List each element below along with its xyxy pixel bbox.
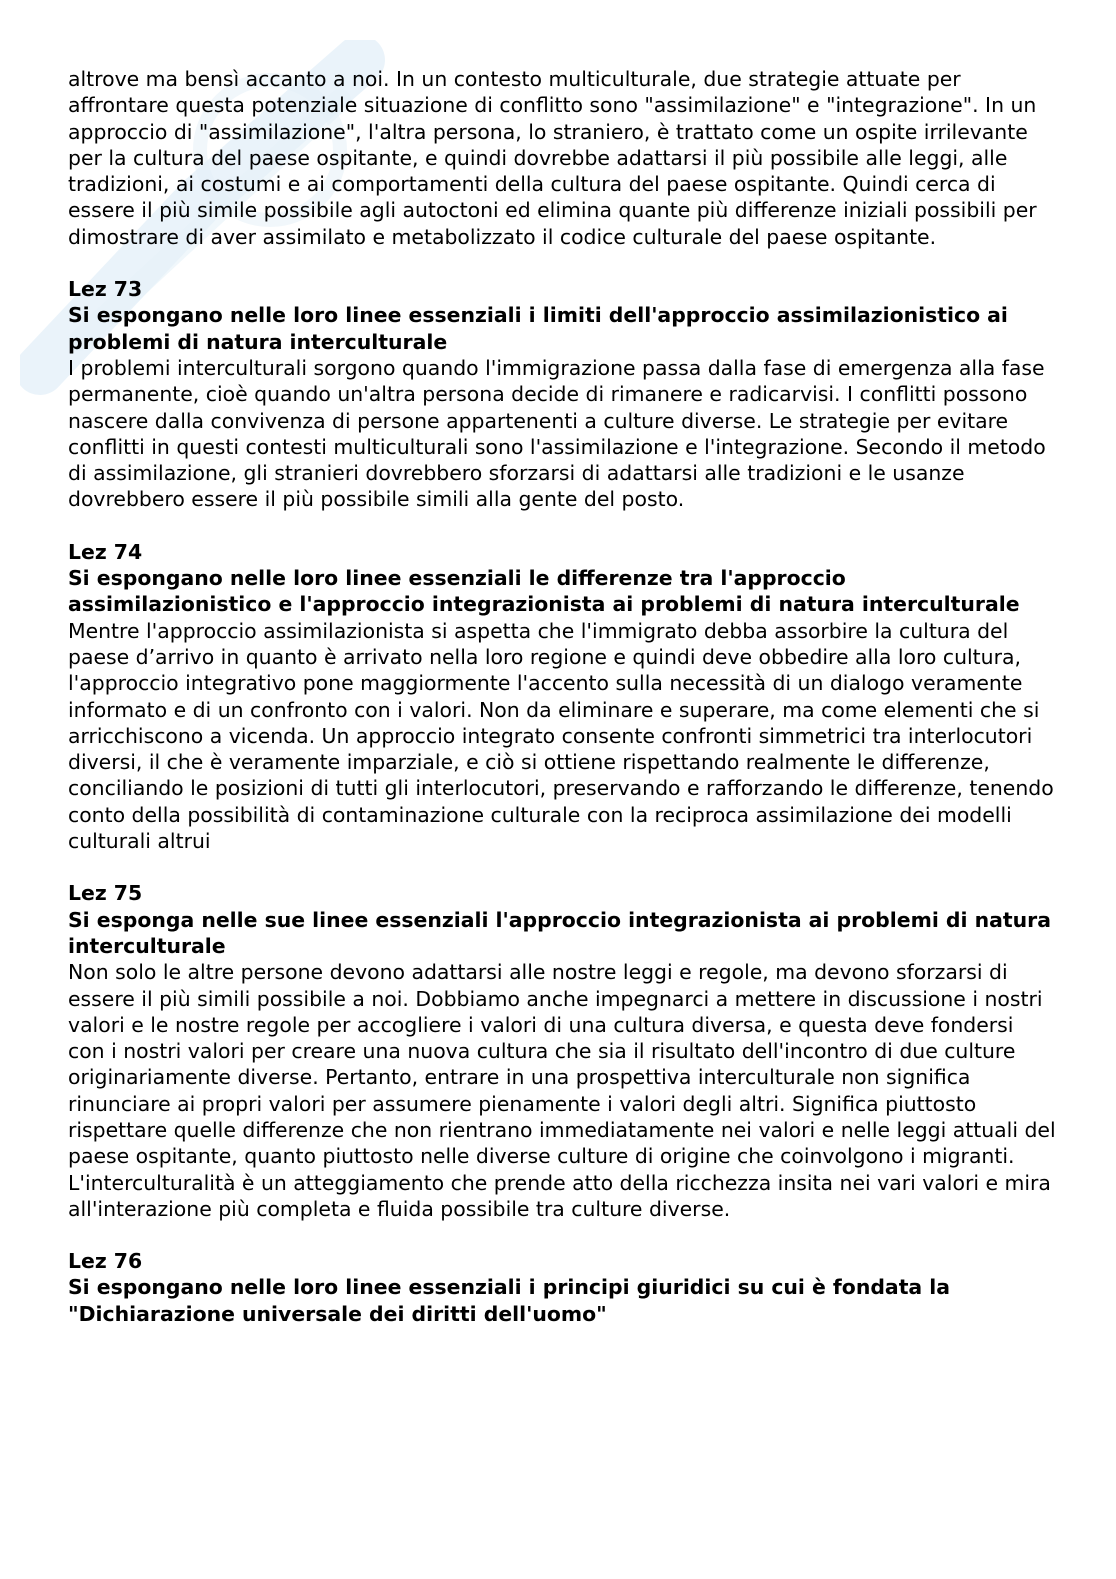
lesson-number: Lez 75: [68, 881, 143, 906]
question-heading: Si espongano nelle loro linee essenziali i limiti dell'approccio assimilazionistico ai problemi di natura interculturale: [68, 303, 1008, 354]
lesson-number: Lez 73: [68, 277, 143, 302]
intro-paragraph: altrove ma bensì accanto a noi. In un contesto multiculturale, due strategie attuate per affrontare questa potenziale situazione di conflitto sono "assimilazione" e "integrazione". In un approccio di "assimilazione", l'altra persona, lo straniero, è trattato come un ospite irrilevante per la cultura del paese ospitante, e quindi dovrebbe adattarsi il più possibile alle leggi, alle tradizioni, ai costumi e ai comportamenti della cultura del paese ospitante. Quindi cerca di essere il più simile possibile agli autoctoni ed elimina quante più differenze iniziali possibili per dimostrare di aver assimilato e metabolizzato il codice culturale del paese ospitante.: [68, 67, 1037, 249]
answer-paragraph: I problemi interculturali sorgono quando l'immigrazione passa dalla fase di emergenza alla fase permanente, cioè quando un'altra persona decide di rimanere e radicarvisi. I conflitti possono nascere dalla convivenza di persone appartenenti a culture diverse. Le strategie per evitare conflitti in questi contesti multiculturali sono l'assimilazione e l'integrazione. Secondo il metodo di assimilazione, gli stranieri dovrebbero sforzarsi di adattarsi alle tradizioni e le usanze dovrebbero essere il più possibile simili alla gente del posto.: [68, 355, 1046, 512]
section-lez-73: [68, 276, 1056, 513]
answer-paragraph: Non solo le altre persone devono adattarsi alle nostre leggi e regole, ma devono sforzarsi di essere il più simili possibile a noi. Dobbiamo anche impegnarci a mettere in discussione i nostri valori e le nostre regole per accogliere i valori di una cultura diversa, e questa deve fondersi con i nostri valori per creare una nuova cultura che sia il risultato dell'incontro di due culture originariamente diverse. Pertanto, entrare in una prospettiva interculturale non significa rinunciare ai propri valori per assumere pienamente i valori degli altri. Significa piuttosto rispettare quelle differenze che non rientrano immediatamente nei valori e nelle leggi attuali del paese ospitante, quanto piuttosto nelle diverse culture di origine che coinvolgono i migranti. L'interculturalità è un atteggiamento che prende atto della ricchezza insita nei vari valori e mira all'interazione più completa e fluida possibile tra culture diverse.: [68, 960, 1056, 1221]
lesson-number: Lez 76: [68, 1249, 143, 1274]
lesson-number: Lez 74: [68, 539, 143, 564]
question-heading: Si espongano nelle loro linee essenziali i principi giuridici su cui è fondata la "Dichiarazione universale dei diritti dell'uomo": [68, 1275, 951, 1326]
section-lez-75: [68, 880, 1056, 1222]
section-lez-76: [68, 1248, 1056, 1327]
question-heading: Si esponga nelle sue linee essenziali l'approccio integrazionista ai problemi di natura interculturale: [68, 907, 1051, 958]
section-lez-74: [68, 539, 1056, 855]
question-heading: Si espongano nelle loro linee essenziali le differenze tra l'approccio assimilazionistico e l'approccio integrazionista ai problemi di natura interculturale: [68, 566, 1020, 617]
answer-paragraph: Mentre l'approccio assimilazionista si aspetta che l'immigrato debba assorbire la cultura del paese d’arrivo in quanto è arrivato nella loro regione e quindi deve obbedire alla loro cultura, l'approccio integrativo pone maggiormente l'accento sulla necessità di un dialogo veramente informato e di un confronto con i valori. Non da eliminare e superare, ma come elementi che si arricchiscono a vicenda. Un approccio integrato consente confronti simmetrici tra interlocutori diversi, il che è veramente imparziale, e ciò si ottiene rispettando realmente le differenze, conciliando le posizioni di tutti gli interlocutori, preservando e rafforzando le differenze, tenendo conto della possibilità di contaminazione culturale con la reciproca assimilazione dei modelli culturali altrui: [68, 618, 1054, 854]
